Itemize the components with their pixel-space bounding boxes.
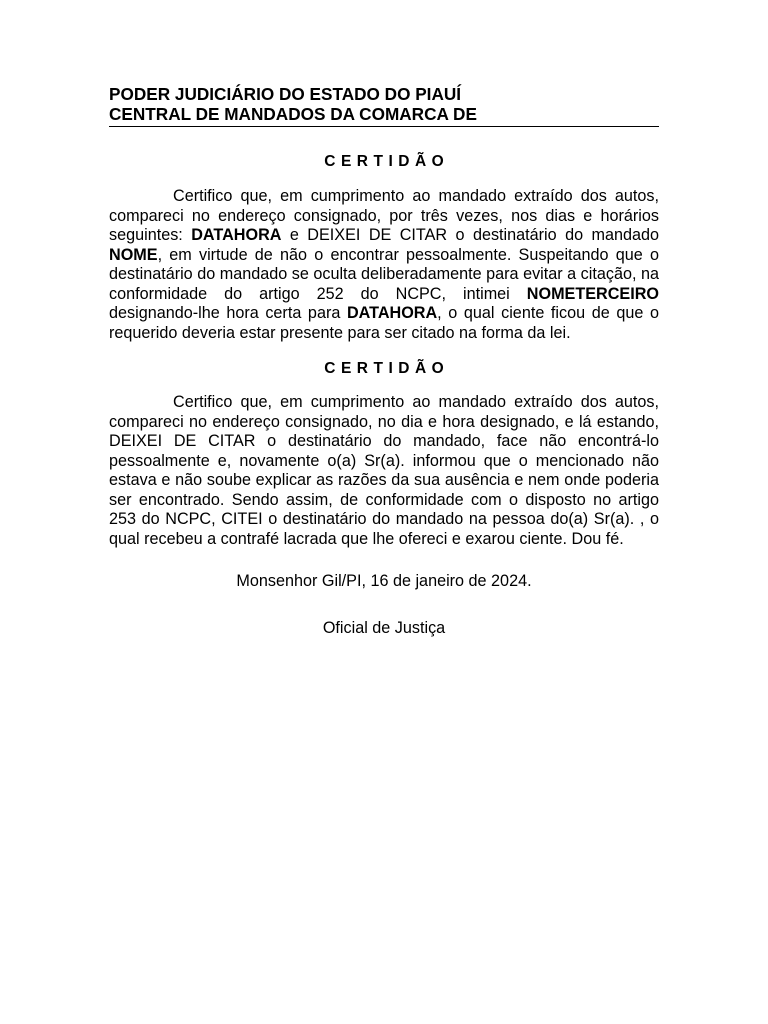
certidao1-text-part-1: Certifico que, em cumprimento ao mandado extraído dos autos, compareci no endereço consignado, por três vezes, nos dias e horários seguintes:	[109, 187, 659, 244]
certidao-title-2: CERTIDÃO	[324, 360, 450, 377]
placeholder-datahora-2: DATAHORA	[346, 304, 438, 322]
header-court-name: PODER JUDICIÁRIO DO ESTADO DO PIAUÍ	[109, 84, 462, 104]
certidao1-text-part-2: e DEIXEI DE CITAR o destinatário do mandado	[281, 226, 659, 244]
certidao1-text-part-5: , o qual ciente ficou de que o requerido deveria estar presente para ser citado na forma da lei.	[109, 304, 659, 342]
document-header	[109, 84, 659, 127]
placeholder-datahora-1: DATAHORA	[191, 226, 282, 244]
header-warrant-center: CENTRAL DE MANDADOS DA COMARCA DE	[109, 104, 477, 124]
place-and-date: Monsenhor Gil/PI, 16 de janeiro de 2024.	[236, 572, 532, 590]
certidao-paragraph-2: Certifico que, em cumprimento ao mandado extraído dos autos, compareci no endereço consignado, no dia e hora designado, e lá estando, DEIXEI DE CITAR o destinatário do mandado, face não encontrá-lo pessoalmente e, novamente o(a) Sr(a). informou que o mencionado não estava e não soube explicar as razões da sua ausência e nem onde poderia ser encontrado. Sendo assim, de conformidade com o disposto no artigo 253 do NCPC, CITEI o destinatário do mandado na pessoa do(a) Sr(a). , o qual recebeu a contrafé lacrada que lhe ofereci e exarou ciente. Dou fé.	[109, 393, 659, 548]
certidao-paragraph-1	[109, 187, 659, 343]
document-page	[109, 84, 659, 638]
certidao-title-1: CERTIDÃO	[324, 153, 450, 170]
certidao1-text-part-3: , em virtude de não o encontrar pessoalmente. Suspeitando que o destinatário do mandado se oculta deliberadamente para evitar a citação, na conformidade do artigo 252 do NCPC, intimei	[109, 245, 659, 303]
signature-line: Oficial de Justiça	[322, 619, 446, 637]
placeholder-nome: NOME	[109, 245, 158, 264]
certidao1-text-part-4: designando-lhe hora certa para	[109, 304, 347, 322]
header-divider	[109, 126, 659, 127]
placeholder-nometerceiro: NOMETERCEIRO	[526, 284, 659, 303]
